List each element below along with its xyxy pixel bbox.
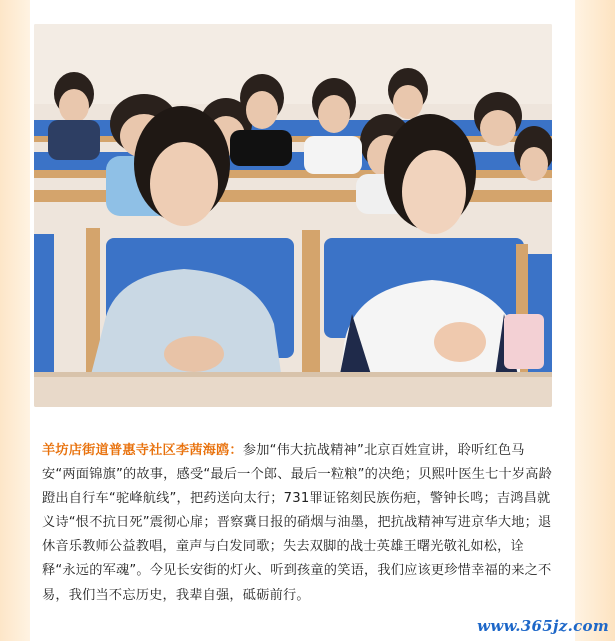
decorative-frame-left bbox=[0, 0, 30, 641]
caption-paragraph bbox=[42, 439, 554, 608]
caption-body: 参加“伟大抗战精神”北京百姓宣讲，聆听红色马安“两面锦旗”的故事，感受“最后一个郎、最后一粒粮”的决绝；贝熙叶医生七十岁高龄蹬出自行车“驼峰航线”，把药送向太行；731罪证铭刻民族伤疤，警钟长鸣；吉鸿昌就义诗“恨不抗日死”震彻心扉；晋察冀日报的硝烟与油墨，把抗战精神写进京华大地；退休音乐教师公益教唱，童声与白发同歌；失去双脚的战士英雄王曙光敬礼如松，诠释“永远的军魂”。今见长安街的灯火、听到孩童的笑语，我们应该更珍惜幸福的来之不易，我们当不忘历史，我辈自强，砥砺前行。 bbox=[42, 443, 553, 603]
decorative-frame-right bbox=[575, 0, 615, 641]
speaker-name: 羊坊店街道普惠寺社区李茜海鸥： bbox=[42, 443, 243, 458]
audience-photo bbox=[34, 24, 552, 407]
site-watermark: www.365jz.com bbox=[477, 617, 609, 635]
